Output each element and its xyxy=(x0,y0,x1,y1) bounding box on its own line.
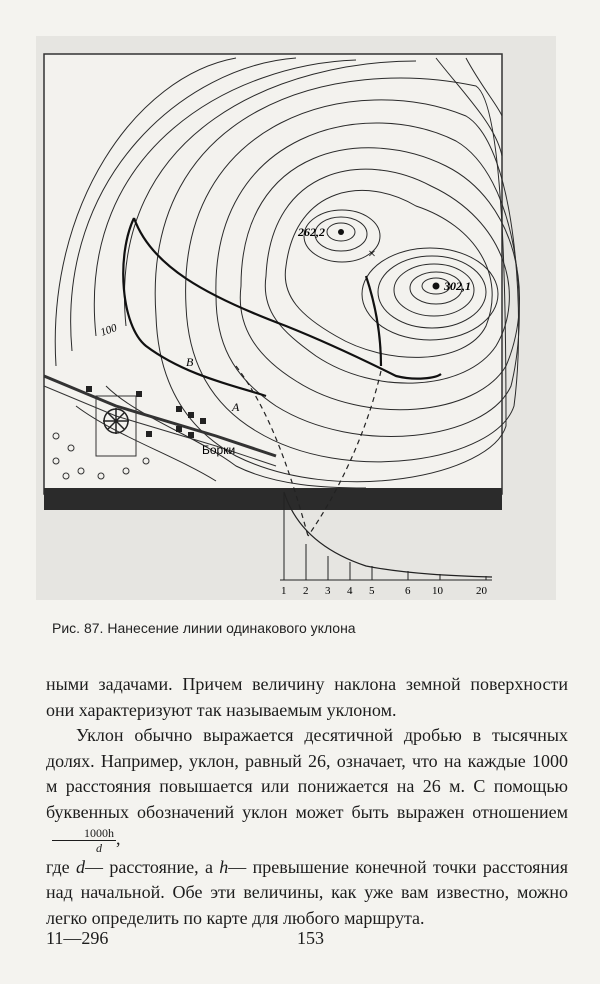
paragraph-1: ными задачами. Причем величину наклона земной поверхности они характеризуют так называемым уклоном. xyxy=(46,674,568,720)
figure-number: Рис. 87. xyxy=(52,620,104,636)
elevation-label-302: 302,1 xyxy=(444,279,471,293)
elevation-label-262: 262,2 xyxy=(298,225,325,239)
scale-tick-2: 2 xyxy=(303,585,309,597)
paragraph-2-comma: , xyxy=(116,828,121,849)
scale-tick-3: 3 xyxy=(325,585,331,597)
scale-tick-5: 5 xyxy=(369,585,375,597)
scale-tick-20: 20 xyxy=(476,585,487,597)
paragraph-3-end: — превышение конечной точки расстояния над начальной. Обе эти величины, как уже вам известно, можно легко определить по карте для любого маршрута. xyxy=(46,856,568,928)
cross-mark: × xyxy=(368,247,376,262)
variable-h: h xyxy=(219,856,229,877)
point-label-b: B xyxy=(186,355,194,369)
paragraph-3-mid: — расстояние, а xyxy=(84,856,213,877)
scale-tick-1: 1 xyxy=(281,585,287,597)
formula-numerator: 1000h xyxy=(52,826,116,841)
paragraph-2 xyxy=(46,723,568,854)
summit-point-302 xyxy=(433,283,440,290)
paragraph-2-text: Уклон обычно выражается десятичной дробью в тысячных долях. Например, уклон, равный 26, означает, что на каждые 1000 м расстояния повышается или понижается на 26 м. С помощью буквенных обозначений уклон может быть выражен отношением xyxy=(46,725,568,822)
topographic-map-figure xyxy=(36,36,556,604)
variable-d: d xyxy=(75,856,85,877)
scale-tick-10: 10 xyxy=(432,585,443,597)
page-number: 153 xyxy=(297,928,324,948)
body-text xyxy=(46,672,568,931)
printer-signature: 11—296 xyxy=(46,928,109,948)
figure-caption-text: Нанесение линии одинакового уклона xyxy=(107,620,356,636)
scale-tick-4: 4 xyxy=(347,585,353,597)
where-word: где xyxy=(46,856,70,877)
slope-formula xyxy=(52,826,116,855)
map-bottom-bar xyxy=(44,488,502,510)
point-label-a: A xyxy=(232,400,240,414)
contour-label-100: 100 xyxy=(98,321,119,339)
formula-denominator: d xyxy=(96,840,102,855)
topographic-map xyxy=(36,36,556,604)
map-frame xyxy=(44,54,502,494)
scale-tick-6: 6 xyxy=(405,585,411,597)
village-label: Борки xyxy=(202,443,236,457)
summit-point-262 xyxy=(338,229,344,235)
figure-caption xyxy=(52,620,552,636)
paragraph-3 xyxy=(46,855,568,932)
